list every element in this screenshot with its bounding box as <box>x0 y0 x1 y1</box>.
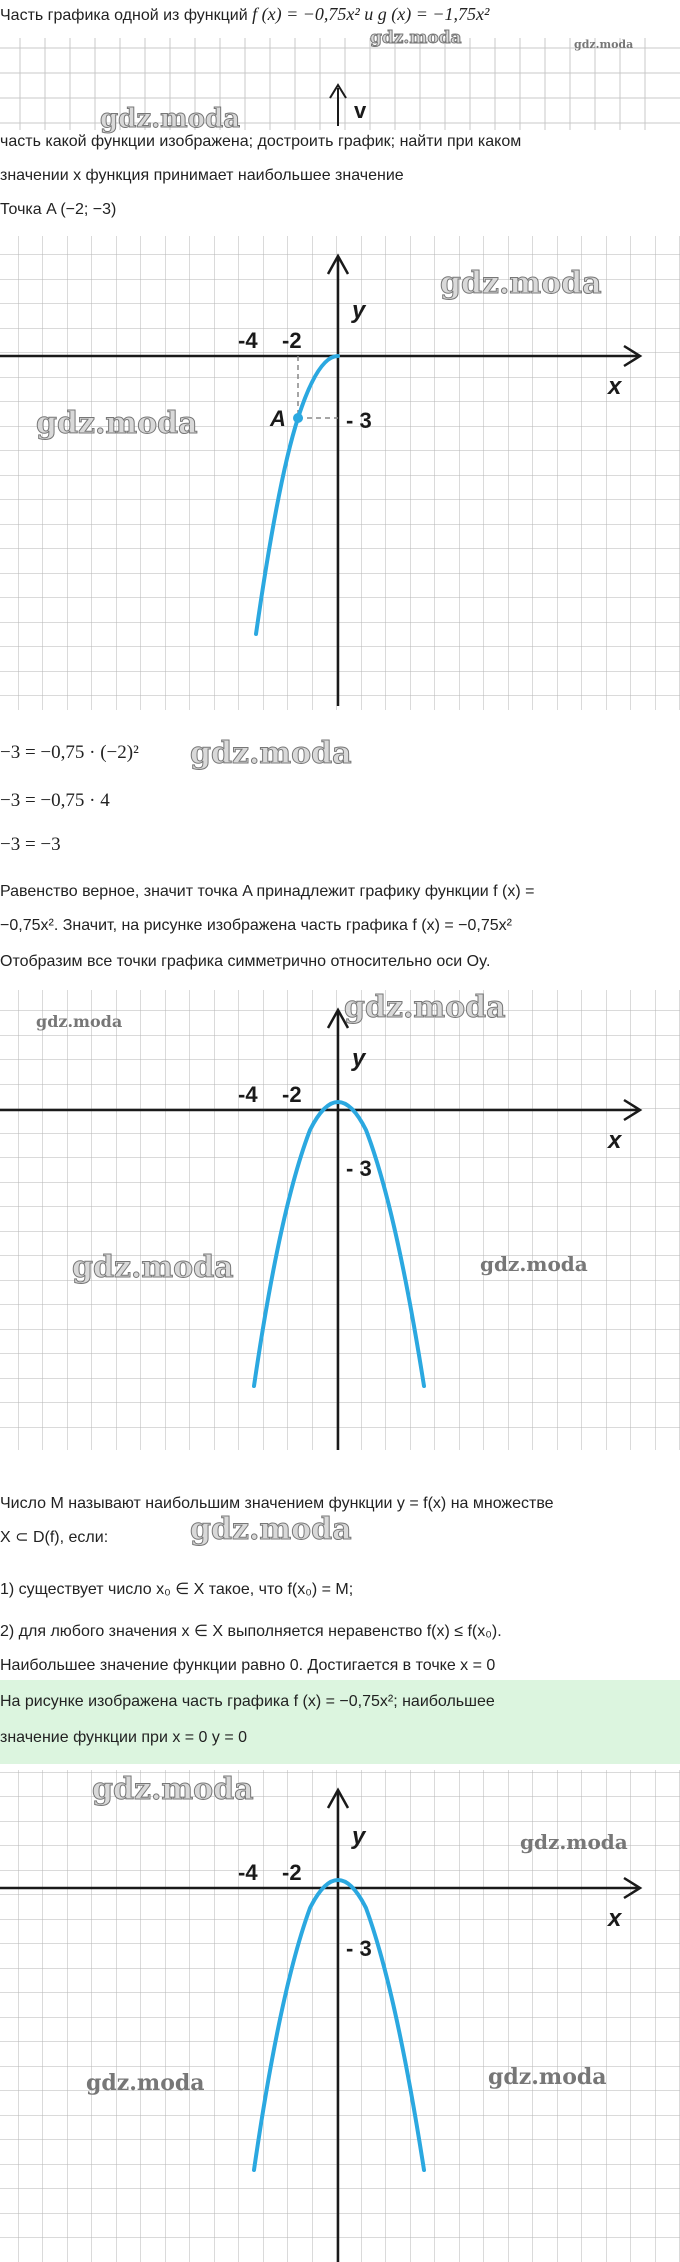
watermark: gdz.moda <box>100 104 241 134</box>
y-axis-label: y <box>352 297 366 324</box>
answer-line-1: На рисунке изображена часть графика f (x) = −0,75x²; наибольшее <box>0 1693 495 1710</box>
equation-3: −3 = −3 <box>0 834 61 855</box>
intro-before: Часть графика одной из функций <box>0 7 253 24</box>
tick-label-neg2: -2 <box>282 1860 302 1885</box>
tick-label-neg4: -4 <box>238 328 258 353</box>
verify-line-1: Равенство верное, значит точка A принадлежит графику функции f (x) = <box>0 883 535 900</box>
watermark: gdz.moda <box>488 2064 607 2090</box>
tick-label-neg2: -2 <box>282 328 302 353</box>
tick-label-neg3: - 3 <box>346 1156 372 1181</box>
definition-line-3: 1) существует число x₀ ∈ X такое, что f(x₀) = M; <box>0 1581 354 1598</box>
intro-text <box>0 2 660 28</box>
x-axis-label: x <box>608 1127 622 1154</box>
watermark: gdz.moda <box>440 266 602 301</box>
reflect-text: Отобразим все точки графика симметрично относительно оси Oy. <box>0 953 491 970</box>
watermark: gdz.moda <box>190 736 352 771</box>
tick-label-neg3: - 3 <box>346 1936 372 1961</box>
point-label-text: Точка A (−2; −3) <box>0 201 117 218</box>
top-grid-strip <box>0 38 680 130</box>
equation-2: −3 = −0,75 · 4 <box>0 790 110 811</box>
watermark: gdz.moda <box>480 1252 588 1276</box>
watermark: gdz.moda <box>92 1772 254 1807</box>
definition-line-2: X ⊂ D(f), если: <box>0 1529 109 1546</box>
watermark: gdz.moda <box>370 28 462 48</box>
watermark: gdz.moda <box>190 1512 352 1547</box>
intro-functions: f (x) = −0,75x² и g (x) = −1,75x² <box>252 4 490 24</box>
y-axis-label: y <box>352 1823 366 1850</box>
question-line-1: часть какой функции изображена; достроить график; найти при каком <box>0 133 522 150</box>
question-line-2: значении x функция принимает наибольшее значение <box>0 167 404 184</box>
definition-line-1: Число M называют наибольшим значением функции y = f(x) на множестве <box>0 1495 554 1512</box>
equation-1: −3 = −0,75 · (−2)² <box>0 742 139 763</box>
max-value-text: Наибольшее значение функции равно 0. Достигается в точке x = 0 <box>0 1657 496 1674</box>
grid <box>0 1770 680 2262</box>
graph-2 <box>0 990 680 1450</box>
watermark: gdz.moda <box>520 1830 628 1854</box>
graph-3 <box>0 1770 680 2262</box>
watermark: gdz.moda <box>344 990 506 1025</box>
grid <box>0 236 680 710</box>
graph-1 <box>0 236 680 710</box>
tick-label-neg3: - 3 <box>346 408 372 433</box>
grid <box>0 990 680 1450</box>
watermark: gdz.moda <box>86 2070 205 2096</box>
x-axis-label: x <box>608 1905 622 1932</box>
tick-label-neg2: -2 <box>282 1082 302 1107</box>
watermark: gdz.moda <box>36 1012 123 1031</box>
x-axis-label: x <box>608 373 622 400</box>
tick-label-neg4: -4 <box>238 1860 258 1885</box>
verify-line-2: −0,75x². Значит, на рисунке изображена часть графика f (x) = −0,75x² <box>0 917 512 934</box>
answer-line-2: значение функции при x = 0 y = 0 <box>0 1729 248 1746</box>
point-a-marker <box>293 413 303 423</box>
top-axis-label: v <box>354 98 367 123</box>
watermark: gdz.moda <box>36 406 198 441</box>
watermark: gdz.moda <box>72 1250 234 1285</box>
y-axis-label: y <box>352 1045 366 1072</box>
watermark: gdz.moda <box>574 38 634 51</box>
tick-label-neg4: -4 <box>238 1082 258 1107</box>
point-a-label: A <box>270 406 286 431</box>
definition-line-4: 2) для любого значения x ∈ X выполняется неравенство f(x) ≤ f(x₀). <box>0 1623 502 1640</box>
